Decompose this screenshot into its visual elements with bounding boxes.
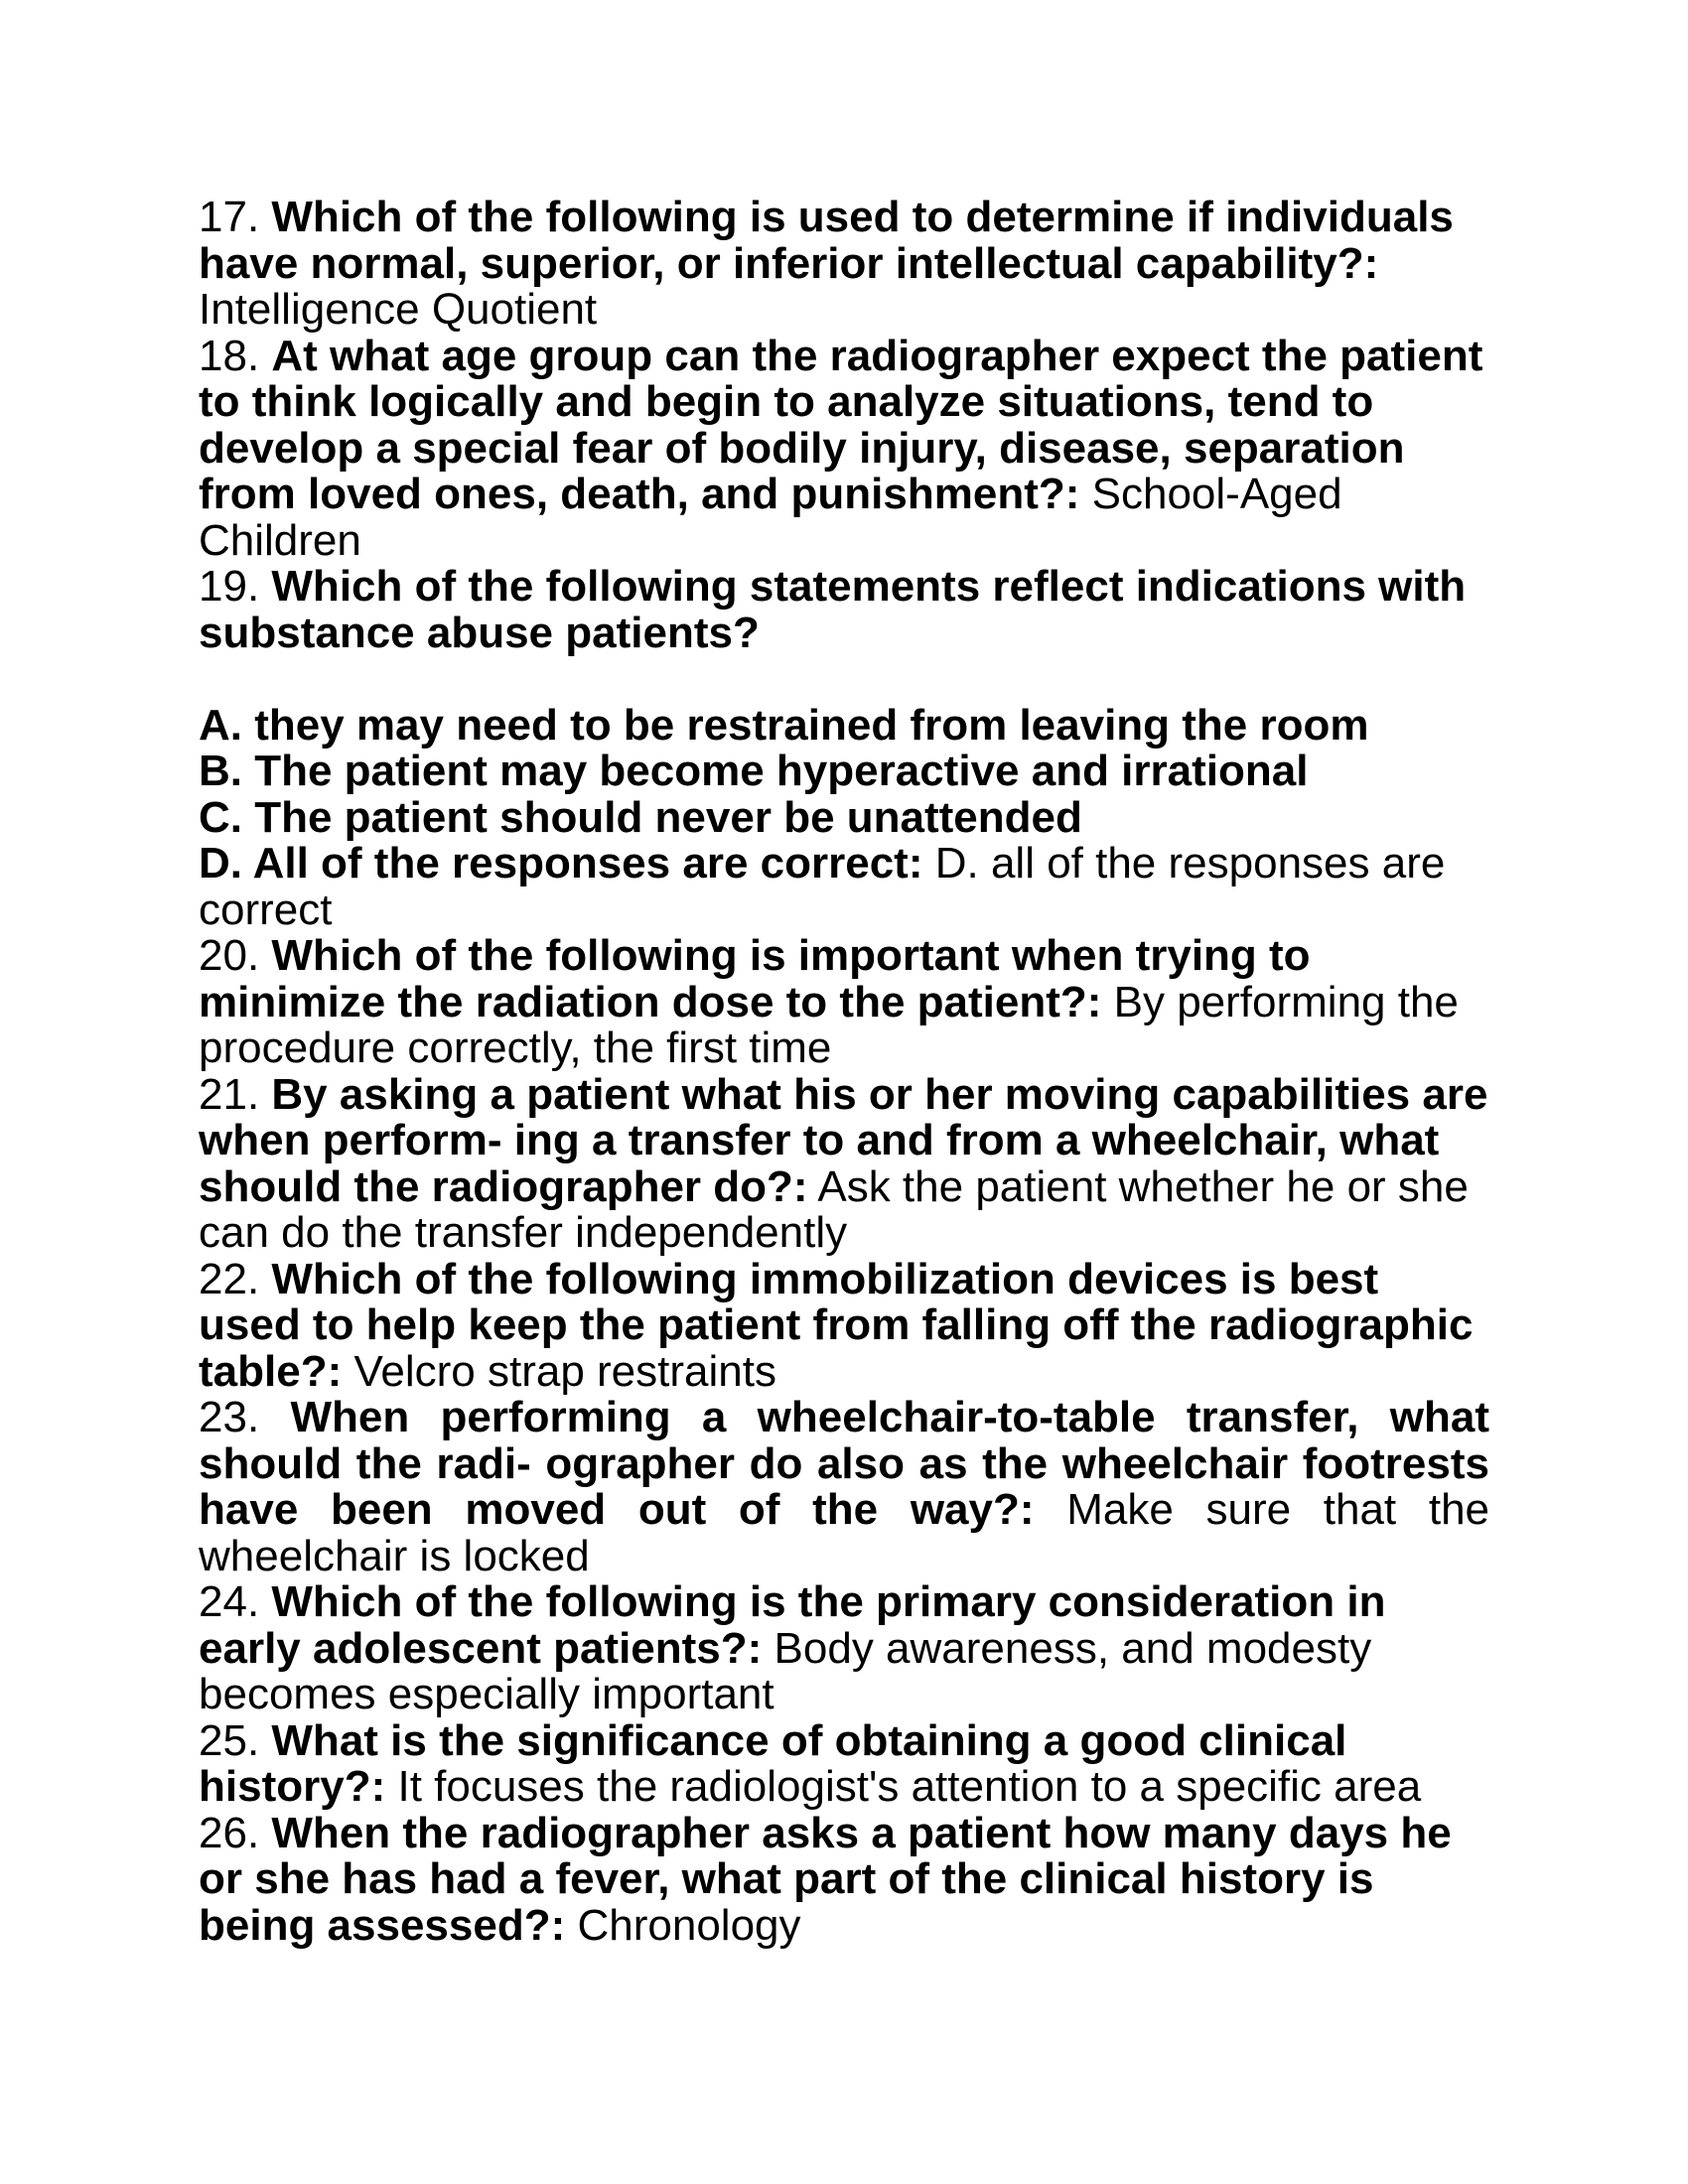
answer-text: Intelligence Quotient (199, 285, 598, 334)
question-item-19 (199, 564, 1489, 933)
question-number: 25. (199, 1715, 260, 1765)
answer-text: Body awareness, and modesty becomes especially important (199, 1623, 1372, 1718)
question-number: 26. (199, 1808, 260, 1857)
question-text: Which of the following statements reflect indications with substance abuse patients? (199, 562, 1467, 657)
answer-text: By performing the procedure correctly, the first time (199, 977, 1459, 1072)
question-number: 21. (199, 1069, 260, 1119)
question-item-25 (199, 1715, 1489, 1811)
question-text: Which of the following immobilization devices is best used to help keep the patient from falling off the radiographic table?: (199, 1254, 1474, 1396)
question-text: What is the significance of obtaining a good clinical history?: (199, 1715, 1347, 1811)
answer-text: Chronology (577, 1900, 801, 1950)
question-number: 23. (199, 1393, 260, 1441)
answer-text: Ask the patient whether he or she can do the transfer independently (199, 1161, 1469, 1257)
option-c: C. The patient should never be unattended (199, 792, 1082, 842)
question-number: 19. (199, 562, 260, 611)
question-text: Which of the following is the primary consideration in early adolescent patients?: (199, 1577, 1386, 1673)
blank-line (199, 656, 1489, 703)
option-b: B. The patient may become hyperactive and irrational (199, 747, 1309, 795)
answer-options-list (199, 700, 1489, 842)
question-item-18 (199, 331, 1489, 565)
question-text: By asking a patient what his or her moving capabilities are when perform- ing a transfer to and from a wheelchair, what should the radiographer do?: (199, 1069, 1488, 1211)
question-text: Which of the following is used to determine if individuals have normal, superior, or inferior intellectual capability?: (199, 193, 1454, 288)
question-text: When the radiographer asks a patient how many days he or she has had a fever, what part of the clinical history is being assessed?: (199, 1808, 1452, 1950)
question-item-26 (199, 1808, 1489, 1950)
question-item-21 (199, 1069, 1489, 1257)
answer-text: School-Aged Children (199, 470, 1342, 565)
question-number: 17. (199, 193, 260, 241)
option-a: A. they may need to be restrained from leaving the room (199, 700, 1369, 750)
question-number: 22. (199, 1254, 260, 1303)
question-text: When performing a wheelchair-to-table transfer, what should the radi- ographer do also as the wheelchair footrests have been moved out of the way?: (199, 1393, 1489, 1534)
answer-text: Make sure that the wheelchair is locked (199, 1485, 1490, 1580)
answer-text: Velcro strap restraints (353, 1346, 776, 1396)
question-item-17 (199, 195, 1489, 334)
question-item-22 (199, 1254, 1489, 1396)
answer-text: It focuses the radiologist's attention to a specific area (397, 1762, 1422, 1811)
answer-text: D. all of the responses are correct (199, 839, 1446, 934)
question-item-23 (199, 1395, 1489, 1579)
document-page (199, 195, 1489, 1949)
question-number: 18. (199, 331, 260, 380)
question-item-20 (199, 933, 1489, 1072)
question-number: 20. (199, 931, 260, 980)
question-text: At what age group can the radiographer expect the patient to think logically and begin to analyze situations, tend to develop a special fear of bodily injury, disease, separation from loved ones, death, and punishment?: (199, 331, 1483, 518)
question-item-24 (199, 1579, 1489, 1718)
option-d: D. All of the responses are correct: (199, 839, 923, 887)
question-number: 24. (199, 1577, 260, 1626)
question-text: Which of the following is important when trying to minimize the radiation dose to the patient?: (199, 931, 1311, 1026)
